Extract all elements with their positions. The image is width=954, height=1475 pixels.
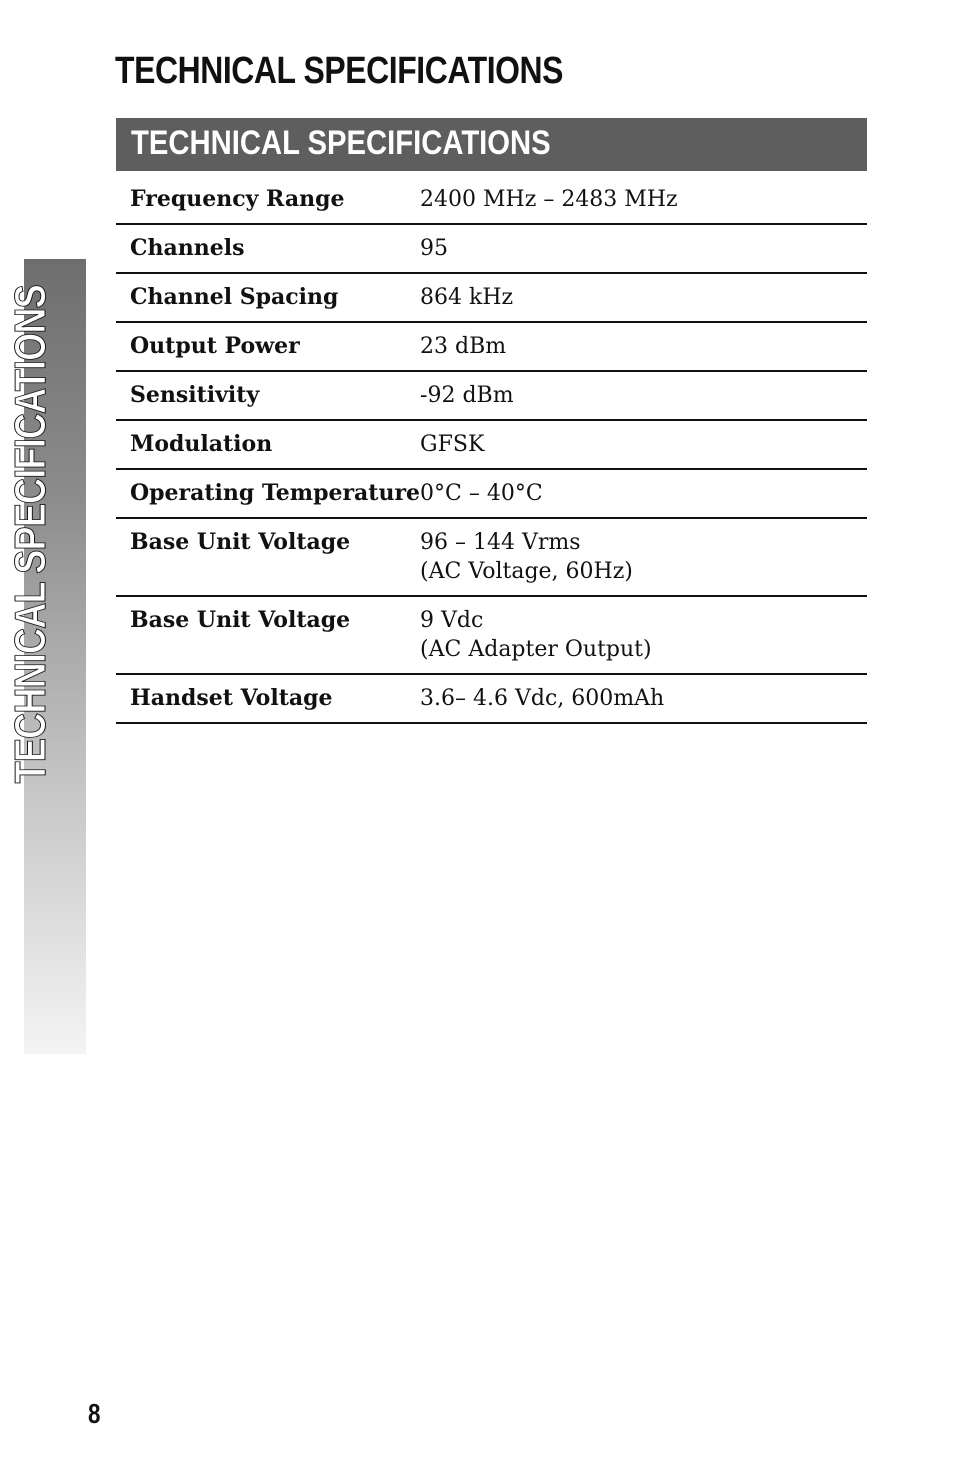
spec-value-line: 9 Vdc xyxy=(420,608,484,633)
spec-label: Base Unit Voltage xyxy=(116,518,420,596)
spec-value-note: (AC Voltage, 60Hz) xyxy=(420,559,633,584)
spec-value xyxy=(420,176,867,224)
spec-value-line: 2400 MHz – 2483 MHz xyxy=(420,187,678,212)
spec-label: Modulation xyxy=(116,420,420,469)
spec-value-line: -92 dBm xyxy=(420,383,514,408)
side-tab-label xyxy=(6,258,56,838)
table-row xyxy=(116,420,867,469)
spec-value-line: 3.6– 4.6 Vdc, 600mAh xyxy=(420,686,665,711)
page-title: TECHNICAL SPECIFICATIONS xyxy=(115,50,564,92)
spec-label: Sensitivity xyxy=(116,371,420,420)
table-row xyxy=(116,224,867,273)
spec-value-line: 95 xyxy=(420,236,449,261)
spec-value-line: 96 – 144 Vrms xyxy=(420,530,581,555)
section-header-title: TECHNICAL SPECIFICATIONS xyxy=(131,124,551,162)
spec-label: Frequency Range xyxy=(116,176,420,224)
spec-label: Channel Spacing xyxy=(116,273,420,322)
spec-value xyxy=(420,596,867,674)
spec-label: Output Power xyxy=(116,322,420,371)
page-number: 8 xyxy=(88,1398,101,1429)
spec-value-line: 0°C – 40°C xyxy=(420,481,543,506)
spec-label: Operating Temperature xyxy=(116,469,420,518)
spec-value-line: 864 kHz xyxy=(420,285,514,310)
spec-value xyxy=(420,322,867,371)
spec-value-line: 23 dBm xyxy=(420,334,507,359)
spec-value xyxy=(420,273,867,322)
table-row xyxy=(116,273,867,322)
spec-value-line: GFSK xyxy=(420,432,485,457)
side-tab-label-text: TECHNICAL SPECIFICATIONS xyxy=(6,285,55,784)
spec-value xyxy=(420,469,867,518)
table-row xyxy=(116,518,867,596)
table-row xyxy=(116,371,867,420)
spec-value xyxy=(420,224,867,273)
spec-value xyxy=(420,674,867,723)
table-row xyxy=(116,469,867,518)
table-row xyxy=(116,674,867,723)
table-row xyxy=(116,176,867,224)
table-row xyxy=(116,596,867,674)
table-row xyxy=(116,322,867,371)
section-header-bar xyxy=(116,118,867,171)
spec-label: Handset Voltage xyxy=(116,674,420,723)
spec-value xyxy=(420,371,867,420)
spec-value-note: (AC Adapter Output) xyxy=(420,637,652,662)
spec-value xyxy=(420,420,867,469)
spec-label: Channels xyxy=(116,224,420,273)
spec-table xyxy=(116,176,867,724)
spec-label: Base Unit Voltage xyxy=(116,596,420,674)
spec-value xyxy=(420,518,867,596)
